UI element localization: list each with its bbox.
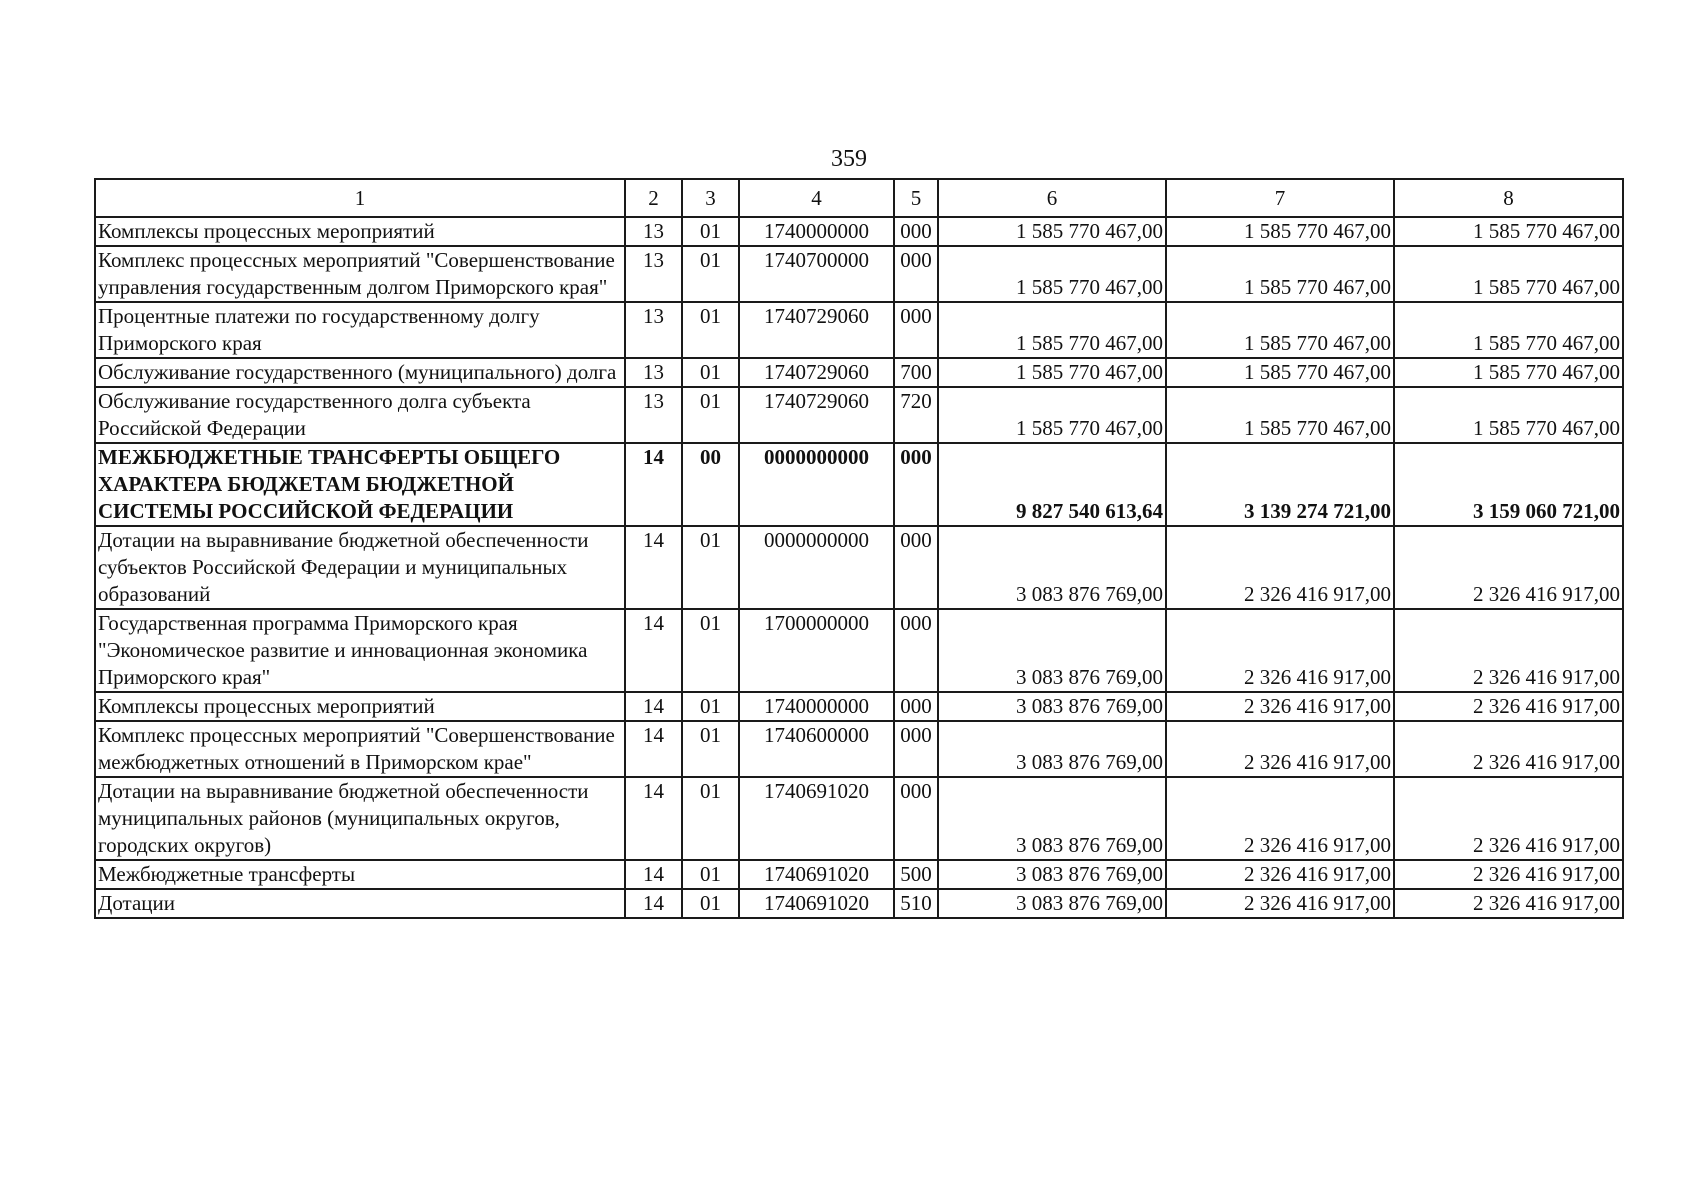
amount-col6: 3 083 876 769,00 bbox=[938, 860, 1166, 889]
target-article-code: 1740000000 bbox=[739, 217, 894, 246]
column-header: 6 bbox=[938, 179, 1166, 217]
item-name: Комплексы процессных мероприятий bbox=[95, 217, 625, 246]
subsection-code: 01 bbox=[682, 358, 739, 387]
column-header: 5 bbox=[894, 179, 938, 217]
amount-col8: 2 326 416 917,00 bbox=[1394, 777, 1623, 860]
amount-col7: 1 585 770 467,00 bbox=[1166, 217, 1394, 246]
subsection-code: 01 bbox=[682, 721, 739, 777]
table-row bbox=[95, 721, 1623, 777]
expense-type-code: 000 bbox=[894, 217, 938, 246]
subsection-code: 01 bbox=[682, 526, 739, 609]
amount-col7: 1 585 770 467,00 bbox=[1166, 387, 1394, 443]
table-row bbox=[95, 777, 1623, 860]
target-article-code: 1740700000 bbox=[739, 246, 894, 302]
subsection-code: 01 bbox=[682, 302, 739, 358]
section-code: 13 bbox=[625, 387, 682, 443]
amount-col8: 1 585 770 467,00 bbox=[1394, 217, 1623, 246]
subsection-code: 01 bbox=[682, 860, 739, 889]
amount-col7: 1 585 770 467,00 bbox=[1166, 302, 1394, 358]
table-row bbox=[95, 302, 1623, 358]
page-number: 359 bbox=[831, 146, 867, 172]
amount-col6: 1 585 770 467,00 bbox=[938, 246, 1166, 302]
target-article-code: 1700000000 bbox=[739, 609, 894, 692]
subsection-code: 01 bbox=[682, 387, 739, 443]
expense-type-code: 510 bbox=[894, 889, 938, 918]
table-row bbox=[95, 889, 1623, 918]
amount-col8: 2 326 416 917,00 bbox=[1394, 889, 1623, 918]
expense-type-code: 700 bbox=[894, 358, 938, 387]
section-code: 14 bbox=[625, 860, 682, 889]
expense-type-code: 000 bbox=[894, 246, 938, 302]
target-article-code: 1740691020 bbox=[739, 860, 894, 889]
expense-type-code: 000 bbox=[894, 721, 938, 777]
amount-col8: 2 326 416 917,00 bbox=[1394, 860, 1623, 889]
expense-type-code: 000 bbox=[894, 777, 938, 860]
item-name: Комплекс процессных мероприятий "Совершенствование управления государственным долгом Приморского края" bbox=[95, 246, 625, 302]
amount-col7: 3 139 274 721,00 bbox=[1166, 443, 1394, 526]
amount-col7: 2 326 416 917,00 bbox=[1166, 526, 1394, 609]
target-article-code: 1740600000 bbox=[739, 721, 894, 777]
amount-col6: 1 585 770 467,00 bbox=[938, 217, 1166, 246]
amount-col7: 1 585 770 467,00 bbox=[1166, 246, 1394, 302]
item-name: Комплексы процессных мероприятий bbox=[95, 692, 625, 721]
amount-col6: 3 083 876 769,00 bbox=[938, 777, 1166, 860]
target-article-code: 1740691020 bbox=[739, 777, 894, 860]
amount-col6: 1 585 770 467,00 bbox=[938, 302, 1166, 358]
expense-type-code: 500 bbox=[894, 860, 938, 889]
amount-col6: 3 083 876 769,00 bbox=[938, 692, 1166, 721]
subsection-code: 01 bbox=[682, 692, 739, 721]
target-article-code: 1740729060 bbox=[739, 302, 894, 358]
amount-col7: 2 326 416 917,00 bbox=[1166, 889, 1394, 918]
table-row bbox=[95, 692, 1623, 721]
target-article-code: 0000000000 bbox=[739, 443, 894, 526]
section-code: 14 bbox=[625, 889, 682, 918]
target-article-code: 1740729060 bbox=[739, 387, 894, 443]
target-article-code: 1740729060 bbox=[739, 358, 894, 387]
amount-col7: 2 326 416 917,00 bbox=[1166, 777, 1394, 860]
amount-col8: 2 326 416 917,00 bbox=[1394, 526, 1623, 609]
expense-type-code: 720 bbox=[894, 387, 938, 443]
item-name: Дотации bbox=[95, 889, 625, 918]
section-code: 14 bbox=[625, 609, 682, 692]
table-row bbox=[95, 246, 1623, 302]
amount-col7: 2 326 416 917,00 bbox=[1166, 721, 1394, 777]
amount-col6: 1 585 770 467,00 bbox=[938, 387, 1166, 443]
amount-col7: 2 326 416 917,00 bbox=[1166, 692, 1394, 721]
amount-col8: 2 326 416 917,00 bbox=[1394, 721, 1623, 777]
table-row bbox=[95, 387, 1623, 443]
subsection-code: 01 bbox=[682, 889, 739, 918]
column-header: 1 bbox=[95, 179, 625, 217]
table-row bbox=[95, 443, 1623, 526]
amount-col8: 1 585 770 467,00 bbox=[1394, 387, 1623, 443]
section-code: 14 bbox=[625, 443, 682, 526]
target-article-code: 1740691020 bbox=[739, 889, 894, 918]
item-name: Дотации на выравнивание бюджетной обеспеченности муниципальных районов (муниципальных округов, городских округов) bbox=[95, 777, 625, 860]
amount-col6: 1 585 770 467,00 bbox=[938, 358, 1166, 387]
section-code: 14 bbox=[625, 721, 682, 777]
expense-type-code: 000 bbox=[894, 526, 938, 609]
table-row bbox=[95, 860, 1623, 889]
expense-type-code: 000 bbox=[894, 302, 938, 358]
amount-col8: 1 585 770 467,00 bbox=[1394, 302, 1623, 358]
item-name: Государственная программа Приморского края "Экономическое развитие и инновационная экономика Приморского края" bbox=[95, 609, 625, 692]
column-header: 7 bbox=[1166, 179, 1394, 217]
amount-col6: 3 083 876 769,00 bbox=[938, 609, 1166, 692]
subsection-code: 01 bbox=[682, 246, 739, 302]
table-row bbox=[95, 217, 1623, 246]
budget-table bbox=[94, 178, 1624, 919]
section-code: 13 bbox=[625, 358, 682, 387]
subsection-code: 01 bbox=[682, 777, 739, 860]
column-header: 2 bbox=[625, 179, 682, 217]
item-name: Обслуживание государственного (муниципального) долга bbox=[95, 358, 625, 387]
amount-col8: 2 326 416 917,00 bbox=[1394, 609, 1623, 692]
section-code: 13 bbox=[625, 217, 682, 246]
target-article-code: 0000000000 bbox=[739, 526, 894, 609]
amount-col8: 3 159 060 721,00 bbox=[1394, 443, 1623, 526]
column-header: 4 bbox=[739, 179, 894, 217]
section-code: 14 bbox=[625, 777, 682, 860]
amount-col6: 3 083 876 769,00 bbox=[938, 526, 1166, 609]
table-row bbox=[95, 358, 1623, 387]
amount-col8: 1 585 770 467,00 bbox=[1394, 358, 1623, 387]
subsection-code: 01 bbox=[682, 609, 739, 692]
section-code: 14 bbox=[625, 692, 682, 721]
item-name: Межбюджетные трансферты bbox=[95, 860, 625, 889]
amount-col7: 2 326 416 917,00 bbox=[1166, 860, 1394, 889]
subsection-code: 01 bbox=[682, 217, 739, 246]
column-header: 3 bbox=[682, 179, 739, 217]
amount-col6: 3 083 876 769,00 bbox=[938, 889, 1166, 918]
amount-col7: 1 585 770 467,00 bbox=[1166, 358, 1394, 387]
item-name: Комплекс процессных мероприятий "Совершенствование межбюджетных отношений в Приморском крае" bbox=[95, 721, 625, 777]
item-name: МЕЖБЮДЖЕТНЫЕ ТРАНСФЕРТЫ ОБЩЕГО ХАРАКТЕРА БЮДЖЕТАМ БЮДЖЕТНОЙ СИСТЕМЫ РОССИЙСКОЙ ФЕДЕРАЦИИ bbox=[95, 443, 625, 526]
table-row bbox=[95, 526, 1623, 609]
amount-col8: 1 585 770 467,00 bbox=[1394, 246, 1623, 302]
table-body bbox=[95, 217, 1623, 918]
expense-type-code: 000 bbox=[894, 692, 938, 721]
item-name: Дотации на выравнивание бюджетной обеспеченности субъектов Российской Федерации и муниципальных образований bbox=[95, 526, 625, 609]
column-header: 8 bbox=[1394, 179, 1623, 217]
amount-col8: 2 326 416 917,00 bbox=[1394, 692, 1623, 721]
amount-col6: 3 083 876 769,00 bbox=[938, 721, 1166, 777]
amount-col6: 9 827 540 613,64 bbox=[938, 443, 1166, 526]
item-name: Процентные платежи по государственному долгу Приморского края bbox=[95, 302, 625, 358]
table-row bbox=[95, 609, 1623, 692]
section-code: 13 bbox=[625, 246, 682, 302]
item-name: Обслуживание государственного долга субъекта Российской Федерации bbox=[95, 387, 625, 443]
target-article-code: 1740000000 bbox=[739, 692, 894, 721]
subsection-code: 00 bbox=[682, 443, 739, 526]
expense-type-code: 000 bbox=[894, 443, 938, 526]
expense-type-code: 000 bbox=[894, 609, 938, 692]
section-code: 13 bbox=[625, 302, 682, 358]
amount-col7: 2 326 416 917,00 bbox=[1166, 609, 1394, 692]
section-code: 14 bbox=[625, 526, 682, 609]
header-row bbox=[95, 179, 1623, 217]
